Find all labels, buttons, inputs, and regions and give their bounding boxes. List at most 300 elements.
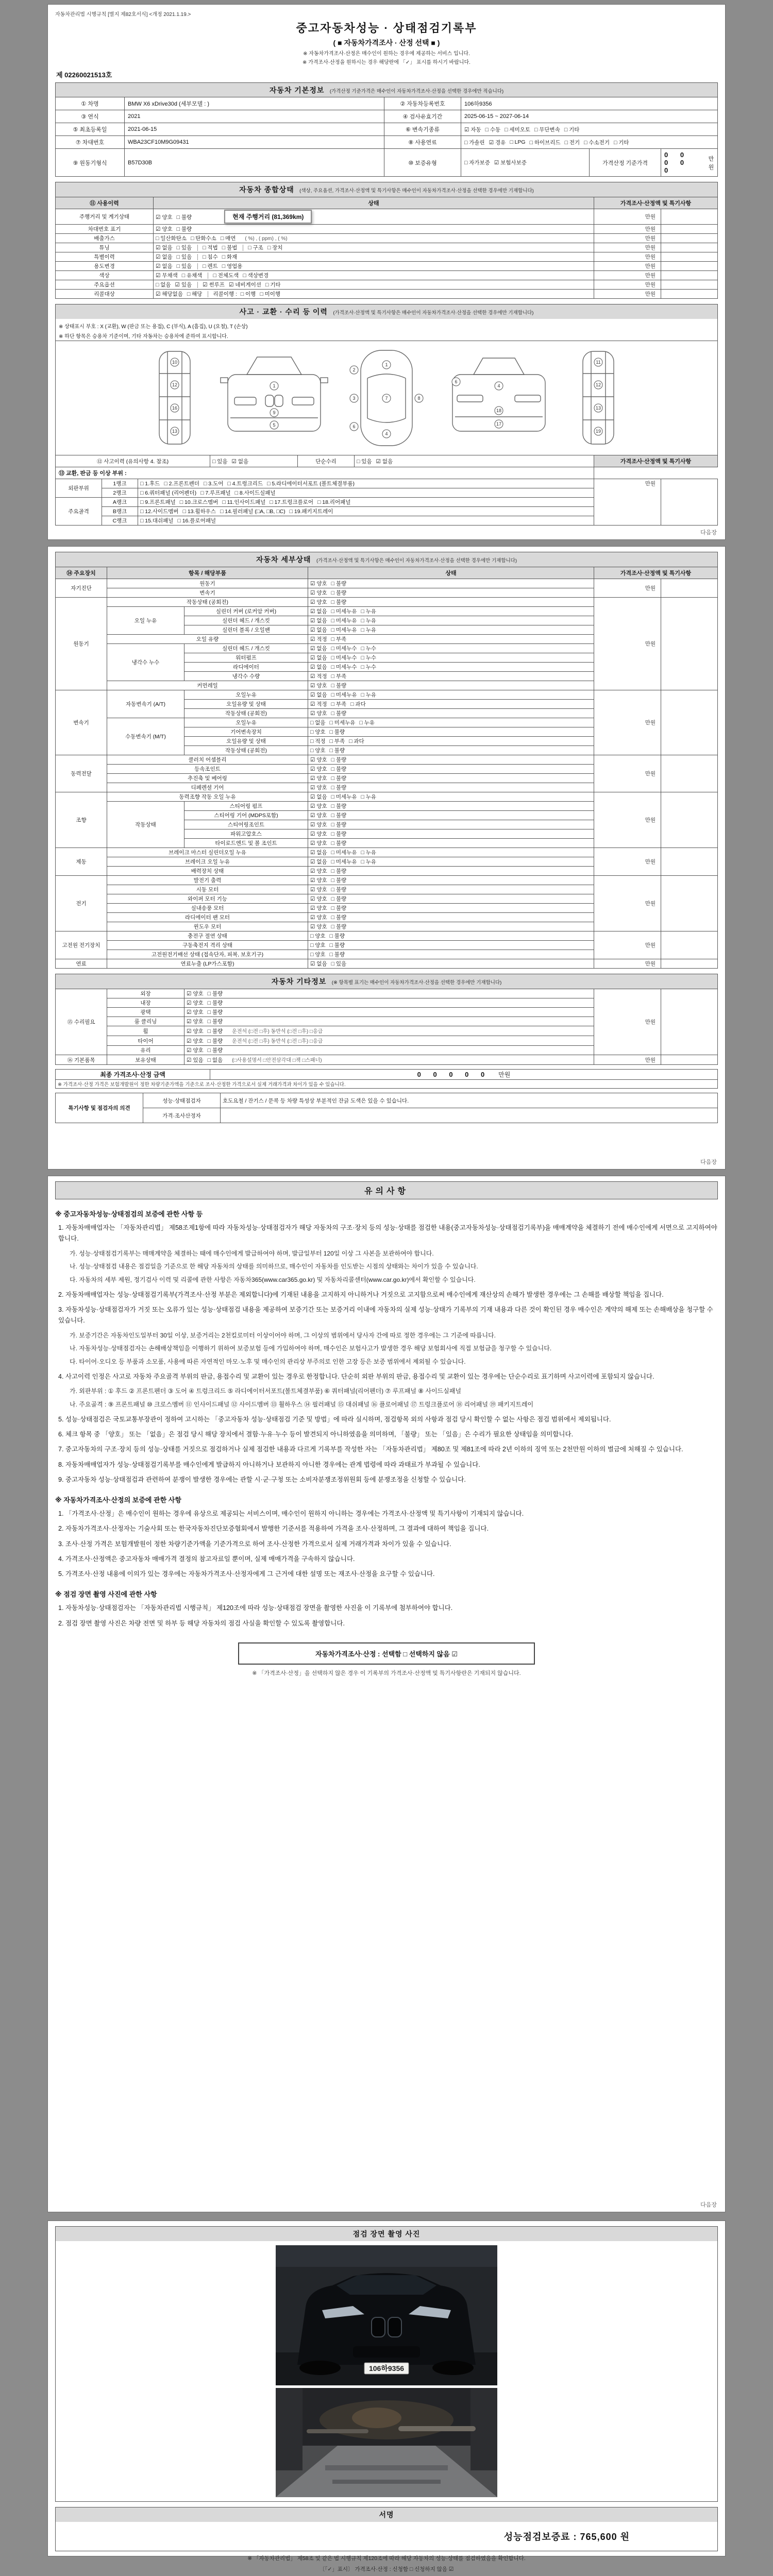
- checkbox-수동[interactable]: □ 수동: [485, 126, 501, 133]
- checkbox-없음[interactable]: ☑ 없음: [156, 263, 173, 269]
- checkbox-불량[interactable]: □ 불량: [207, 1009, 223, 1015]
- checkbox-불량[interactable]: □ 불량: [329, 729, 345, 735]
- checkbox-양호[interactable]: ☑ 양호: [156, 226, 173, 232]
- state-cell: [184, 998, 594, 1008]
- notice-item: 3. 자동차성능·상태점검자가 거짓 또는 오류가 있는 성능·상태점검 내용을 제공하여 보증기간 또는 보증거리 이내에 자동차의 실제 성능·상태가 기록부의 기재 내용과 다른 것이 확인된 경우 매수인은 계약의 해제 또는 손해배상을 청구할 수 있습니다.: [58, 1306, 713, 1325]
- first-registration-value: 2021-06-15: [124, 123, 384, 136]
- final-price-unit: 만원: [498, 1071, 511, 1078]
- checkbox-미세누수[interactable]: □ 미세누수: [331, 646, 357, 652]
- checkbox-양호[interactable]: ☑ 양호: [187, 1028, 204, 1035]
- state-cell: [308, 727, 594, 737]
- price-cell: 만원: [594, 579, 661, 598]
- item-cell: 외장: [107, 989, 184, 998]
- state-cell: [184, 1036, 594, 1046]
- base-price-value: [661, 148, 718, 177]
- checkbox-보험사보증[interactable]: ☑ 보험사보증: [494, 160, 527, 166]
- checkbox-렌트[interactable]: □ 렌트: [203, 263, 218, 269]
- checkbox-15.대쉬패널[interactable]: □ 15.대쉬패널: [140, 518, 174, 524]
- checkbox-일산화탄소[interactable]: □ 일산화탄소: [156, 235, 187, 242]
- checkbox-누수[interactable]: □ 누수: [361, 655, 377, 661]
- checkbox-없음[interactable]: ☑ 없음: [310, 646, 327, 652]
- part-cell: 라디에이터: [184, 663, 308, 672]
- checkbox-누유[interactable]: □ 누유: [361, 627, 377, 633]
- parts-rank-label: A랭크: [102, 498, 138, 507]
- checkbox-영업용[interactable]: □ 영업용: [222, 263, 243, 269]
- column-header-price: 가격조사·산정액 및 특기사항: [594, 567, 717, 579]
- checkbox-14.필러패널 (□A, □B, □C)[interactable]: □ 14.필러패널 (□A, □B, □C): [220, 509, 285, 515]
- checkbox-1.후드[interactable]: □ 1.후드: [140, 481, 160, 487]
- checkbox-무단변속[interactable]: □ 무단변속: [534, 126, 560, 133]
- checkbox-불량[interactable]: □ 불량: [207, 1028, 223, 1035]
- checkbox-없음[interactable]: ☑ 없음: [156, 245, 173, 251]
- checkbox-8.사이드실패널[interactable]: □ 8.사이드실패널: [234, 490, 276, 496]
- checkbox-불량[interactable]: □ 불량: [331, 840, 347, 846]
- checkbox-불량[interactable]: □ 불량: [331, 590, 347, 596]
- section-note: (※ 항목별 표기는 매수인이 자동차가격조사·산정을 선택한 경우에만 기재합니다): [331, 980, 502, 986]
- checkbox-화재[interactable]: □ 화재: [222, 254, 238, 260]
- price-cell: 만원: [594, 959, 661, 969]
- checkbox-불량[interactable]: □ 불량: [331, 766, 347, 772]
- option-group: [208, 273, 273, 279]
- checkbox-없음[interactable]: ☑ 없음: [231, 458, 249, 465]
- checkbox-양호[interactable]: ☑ 양호: [187, 991, 204, 997]
- checkbox-불량[interactable]: □ 불량: [331, 868, 347, 874]
- checkbox-양호[interactable]: ☑ 양호: [310, 581, 327, 587]
- checkbox-매연[interactable]: □ 매연: [220, 235, 236, 242]
- checkbox-6.쿼터패널 (리어펜더)[interactable]: □ 6.쿼터패널 (리어펜더): [140, 490, 197, 496]
- item-cell: 유리: [107, 1046, 184, 1055]
- checkbox-LPG[interactable]: □ LPG: [510, 139, 526, 145]
- state-cell: [308, 792, 594, 802]
- item-cell: 원동기: [107, 579, 308, 588]
- checkbox-양호[interactable]: □ 양호: [310, 729, 326, 735]
- part-cell: 오일유량 및 상태: [184, 700, 308, 709]
- remark-cell: [661, 271, 717, 280]
- state-cell: [308, 663, 594, 672]
- checkbox-양호[interactable]: ☑ 양호: [187, 1000, 204, 1006]
- checkbox-미세누유[interactable]: □ 미세누유: [331, 859, 357, 865]
- row-label: 차대번호 표기: [56, 225, 154, 234]
- checkbox-있음[interactable]: □ 있음: [212, 458, 228, 465]
- item-group-cell: 작동상태: [107, 802, 184, 848]
- checkbox-있음[interactable]: ☑ 있음: [187, 1057, 204, 1063]
- checkbox-13.휠하우스[interactable]: □ 13.휠하우스: [182, 509, 216, 515]
- checkbox-11.인사이드패널[interactable]: □ 11.인사이드패널: [222, 499, 266, 505]
- item-cell: 와이퍼 모터 기능: [107, 894, 308, 904]
- checkbox-미세누수[interactable]: □ 미세누수: [331, 655, 357, 661]
- checkbox-불량[interactable]: □ 불량: [331, 812, 347, 819]
- checkbox-불량[interactable]: □ 불량: [331, 822, 347, 828]
- state-cell: [308, 802, 594, 811]
- state-cell: [308, 737, 594, 746]
- option-group: [156, 273, 206, 279]
- part-cell: 실린더 커버 (로커암 커버): [184, 607, 308, 616]
- item-cell: 배력장치 상태: [107, 867, 308, 876]
- checkbox-미세누수[interactable]: □ 미세누수: [331, 664, 357, 670]
- state-cell: [154, 225, 594, 234]
- checkbox-17.트렁크플로어[interactable]: □ 17.트렁크플로어: [270, 499, 313, 505]
- device-cell: 변속기: [56, 690, 107, 755]
- checkbox-경유[interactable]: ☑ 경유: [489, 139, 506, 146]
- row-label: 튜닝: [56, 243, 154, 252]
- registration-number-value: 106하9356: [461, 97, 718, 110]
- checkbox-양호[interactable]: ☑ 양호: [310, 599, 327, 605]
- parts-group-label: 외판부위: [56, 479, 102, 498]
- checkbox-미세누유[interactable]: □ 미세누유: [331, 850, 357, 856]
- svg-text:13: 13: [172, 429, 178, 434]
- status-code-legend: ※ 상태표시 부호 : X (교환), W (판금 또는 용접), C (부식), A (흠집), U (요철), T (손상): [59, 324, 248, 330]
- option-group: [156, 263, 196, 269]
- price-option-select-box: 자동차가격조사·산정 : 선택함 □ 선택하지 않음 ☑: [238, 1642, 535, 1665]
- checkbox-탄화수소[interactable]: □ 탄화수소: [190, 235, 216, 242]
- notice-item: 1. 자동차성능·상태점검자는 「자동차관리법 시행규칙」 제120조에 따라 성능·상태점검 장면을 촬영한 사진을 이 기록부에 첨부하여야 합니다.: [58, 1604, 453, 1612]
- checkbox-부족[interactable]: □ 부족: [331, 701, 347, 707]
- checkbox-이행[interactable]: □ 이행: [240, 291, 256, 297]
- column-header-device: ⑭ 주요장치: [56, 567, 107, 579]
- checkbox-전체도색[interactable]: □ 전체도색: [213, 273, 239, 279]
- checkbox-양호[interactable]: ☑ 양호: [187, 1009, 204, 1015]
- checkbox-불량[interactable]: □ 불량: [331, 785, 347, 791]
- notice-subitem: 가. 성능·상태점검기록부는 매매계약을 체결하는 때에 매수인에게 발급하여야 하며, 발급일부터 120일 이상 그 사본을 보관하여야 합니다.: [70, 1249, 434, 1257]
- checkbox-없음[interactable]: □ 없음: [310, 720, 326, 726]
- checkbox-양호[interactable]: ☑ 양호: [310, 822, 327, 828]
- checkbox-양호[interactable]: □ 양호: [310, 748, 326, 754]
- checkbox-2.프론트펜더[interactable]: □ 2.프론트펜더: [164, 481, 200, 487]
- checkbox-양호[interactable]: □ 양호: [310, 952, 326, 958]
- state-cell: [308, 588, 594, 598]
- checkbox-과다[interactable]: □ 과다: [350, 701, 366, 707]
- checkbox-16.플로어패널[interactable]: □ 16.플로어패널: [177, 518, 216, 524]
- checkbox-양호[interactable]: ☑ 양호: [310, 831, 327, 837]
- checkbox-없음[interactable]: ☑ 없음: [310, 692, 327, 698]
- checkbox-누유[interactable]: □ 누유: [361, 794, 377, 800]
- checkbox-불량[interactable]: □ 불량: [331, 924, 347, 930]
- state-cell: [308, 700, 594, 709]
- section-title: 자동차 기본정보: [269, 86, 325, 94]
- inspection-valid-period-value: 2025-06-15 ~ 2027-06-14: [461, 110, 718, 123]
- checkbox-불량[interactable]: □ 불량: [331, 896, 347, 902]
- device-cell: 고전원 전기장치: [56, 931, 107, 959]
- checkbox-가솔린[interactable]: □ 가솔린: [464, 139, 485, 146]
- checkbox-해당[interactable]: □ 해당: [187, 291, 203, 297]
- state-cell: [308, 885, 594, 894]
- checkbox-불량[interactable]: □ 불량: [207, 1038, 223, 1044]
- notice-body: [55, 1209, 718, 1677]
- checkbox-불량[interactable]: □ 불량: [207, 1000, 223, 1006]
- notice-subitem: 가. 보증기간은 자동차인도일부터 30일 이상, 보증거리는 2천킬로미터 이상이어야 하며, 그 이상의 범위에서 당사자 간에 따로 정한 경우에는 그 기준에 따릅니다.: [70, 1331, 496, 1339]
- price-cell: 만원: [594, 989, 661, 1055]
- detail-condition-header: [55, 552, 718, 567]
- checkbox-미세누유[interactable]: □ 미세누유: [331, 794, 357, 800]
- checkbox-기타[interactable]: □ 기타: [265, 282, 281, 288]
- next-page-link[interactable]: 다음장: [700, 1159, 717, 1165]
- checkbox-무채색[interactable]: ☑ 무채색: [156, 273, 178, 279]
- checkbox-없음[interactable]: ☑ 없음: [310, 961, 327, 967]
- checkbox-양호[interactable]: ☑ 양호: [310, 887, 327, 893]
- checkbox-불량[interactable]: □ 불량: [329, 748, 345, 754]
- checkbox-기타[interactable]: □ 기타: [613, 139, 629, 146]
- basic-items-options: [184, 1055, 594, 1065]
- checkbox-불량[interactable]: □ 불량: [331, 599, 347, 605]
- checkbox-적정[interactable]: ☑ 적정: [310, 701, 327, 707]
- item-cell: 커먼레일: [107, 681, 308, 690]
- svg-text:12: 12: [172, 382, 178, 387]
- checkbox-불량[interactable]: □ 불량: [329, 952, 345, 958]
- checkbox-적법[interactable]: □ 적법: [203, 245, 218, 251]
- field-label-year: ③ 연식: [55, 110, 125, 123]
- checkbox-있음[interactable]: □ 있음: [176, 254, 192, 260]
- checkbox-누수[interactable]: □ 누수: [361, 664, 377, 670]
- checkbox-불량[interactable]: □ 불량: [176, 226, 192, 232]
- detail-condition-table: [55, 567, 718, 969]
- accident-history-label: ⑫ 사고이력 (유의사항 4. 참조): [56, 455, 210, 467]
- item-cell: 룸 클리닝: [107, 1017, 184, 1026]
- parts-rank-label: 1랭크: [102, 479, 138, 488]
- checkbox-양호[interactable]: ☑ 양호: [310, 757, 327, 763]
- checkbox-양호[interactable]: ☑ 양호: [310, 775, 327, 782]
- checkbox-없음[interactable]: ☑ 없음: [156, 254, 173, 260]
- checkbox-있음[interactable]: □ 있음: [176, 245, 192, 251]
- checkbox-양호[interactable]: ☑ 양호: [310, 840, 327, 846]
- checkbox-불량[interactable]: □ 불량: [331, 905, 347, 911]
- checkbox-썬루프[interactable]: ☑ 썬루프: [203, 282, 225, 288]
- state-cell: [308, 959, 594, 969]
- checkbox-불량[interactable]: □ 불량: [331, 581, 347, 587]
- checkbox-누유[interactable]: □ 누유: [361, 618, 377, 624]
- checkbox-기타[interactable]: □ 기타: [564, 126, 580, 133]
- state-cell: [308, 579, 594, 588]
- checkbox-없음[interactable]: ☑ 없음: [310, 859, 327, 865]
- checkbox-불량[interactable]: □ 불량: [331, 775, 347, 782]
- checkbox-누유[interactable]: □ 누유: [361, 850, 377, 856]
- checkbox-양호[interactable]: ☑ 양호: [310, 812, 327, 819]
- checkbox-양호[interactable]: ☑ 양호: [310, 683, 327, 689]
- state-cell: [308, 931, 594, 941]
- opinion-text: 호도요철 / 잔기스 / 문콕 등 차량 특성상 부분적인 잔긁 도색은 있을 수 있습니다.: [221, 1093, 718, 1108]
- notice-subitem: 다. 타이어·오디오 등 부품과 소모품, 사용에 따른 자연적인 마모·노후 및 매수인의 관리상 부주의로 인한 고장 등은 보증 범위에서 제외될 수 있습니다.: [70, 1358, 466, 1366]
- next-page-link[interactable]: 다음장: [700, 530, 717, 536]
- checkbox-양호[interactable]: ☑ 양호: [187, 1038, 204, 1044]
- checkbox-없음[interactable]: ☑ 없음: [310, 655, 327, 661]
- checkbox-해당없음[interactable]: ☑ 해당없음: [156, 291, 183, 297]
- checkbox-수소전기[interactable]: □ 수소전기: [584, 139, 610, 146]
- svg-text:6: 6: [455, 379, 458, 384]
- checkbox-불량[interactable]: □ 불량: [331, 757, 347, 763]
- checkbox-부족[interactable]: □ 부족: [331, 673, 347, 680]
- checkbox-누수[interactable]: □ 누수: [361, 646, 377, 652]
- option-group: [156, 282, 196, 288]
- svg-text:4: 4: [385, 431, 388, 436]
- checkbox-12.사이드멤버[interactable]: □ 12.사이드멤버: [140, 509, 179, 515]
- checkbox-불량[interactable]: □ 불량: [331, 887, 347, 893]
- checkbox-누유[interactable]: □ 누유: [361, 859, 377, 865]
- checkbox-없음[interactable]: ☑ 없음: [310, 627, 327, 633]
- final-price-label: 최종 가격조사·산정 금액: [56, 1070, 210, 1080]
- item-group-cell: 냉각수 누수: [107, 644, 184, 681]
- checkbox-3.도어[interactable]: □ 3.도어: [204, 481, 224, 487]
- extra-text: 운전석 (□전 □후) 동반석 (□전 □후) □응급: [232, 1039, 323, 1044]
- notice-footnote: ※ 「가격조사·산정」을 선택하지 않은 경우 이 기록부의 가격조사·산정액 및 특기사항란은 기재되지 않습니다.: [252, 1670, 521, 1676]
- checkbox-있음[interactable]: □ 있음: [331, 961, 347, 967]
- checkbox-양호[interactable]: ☑ 양호: [310, 914, 327, 921]
- checkbox-구조[interactable]: □ 구조: [248, 245, 263, 251]
- checkbox-없음[interactable]: □ 없음: [156, 282, 171, 288]
- checkbox-불량[interactable]: □ 불량: [329, 933, 345, 939]
- svg-text:18: 18: [496, 408, 502, 413]
- column-header-state: 상태: [154, 197, 594, 209]
- checkbox-불량[interactable]: □ 불량: [331, 914, 347, 921]
- overall-row: [56, 280, 718, 290]
- remark-cell: [661, 690, 717, 755]
- checkbox-양호[interactable]: ☑ 양호: [187, 1019, 204, 1025]
- checkbox-불량[interactable]: □ 불량: [331, 710, 347, 717]
- checkbox-양호[interactable]: ☑ 양호: [310, 924, 327, 930]
- checkbox-없음[interactable]: ☑ 없음: [310, 664, 327, 670]
- checkbox-양호[interactable]: □ 양호: [310, 933, 326, 939]
- checkbox-적정[interactable]: ☑ 적정: [310, 636, 327, 642]
- checkbox-하이브리드[interactable]: □ 하이브리드: [529, 139, 561, 146]
- checkbox-있음[interactable]: □ 있음: [357, 458, 372, 465]
- state-cell: [308, 607, 594, 616]
- checkbox-불량[interactable]: □ 불량: [176, 214, 192, 221]
- checkbox-불법[interactable]: □ 불법: [222, 245, 238, 251]
- checkbox-장치[interactable]: □ 장치: [267, 245, 283, 251]
- checkbox-9.프론트패널[interactable]: □ 9.프론트패널: [140, 499, 176, 505]
- checkbox-19.패키지트레이[interactable]: □ 19.패키지트레이: [289, 509, 333, 515]
- row-label: 색상: [56, 271, 154, 280]
- checkbox-양호[interactable]: ☑ 양호: [310, 905, 327, 911]
- checkbox-양호[interactable]: ☑ 양호: [310, 710, 327, 717]
- checkbox-과다[interactable]: □ 과다: [349, 738, 364, 744]
- checkbox-없음[interactable]: ☑ 없음: [376, 458, 393, 465]
- notice-item: 2. 자동차매매업자는 성능·상태점검기록부(가격조사·산정 부분은 제외합니다)에 기재된 내용을 고지하지 아니하거나 거짓으로 고지함으로써 매수인에게 재산상의 손해가 발생한 경우에는 그 손해를 배상할 책임을 집니다.: [58, 1291, 664, 1298]
- checkbox-양호[interactable]: ☑ 양호: [310, 868, 327, 874]
- checkbox-양호[interactable]: ☑ 양호: [310, 590, 327, 596]
- checkbox-미세누유[interactable]: □ 미세누유: [331, 692, 357, 698]
- parts-items-cell: [138, 507, 594, 516]
- checkbox-세미오토[interactable]: □ 세미오토: [505, 126, 531, 133]
- detail-row: [56, 876, 718, 885]
- etc-row: [56, 989, 718, 998]
- checkbox-10.크로스멤버[interactable]: □ 10.크로스멤버: [179, 499, 219, 505]
- checkbox-누유[interactable]: □ 누유: [361, 692, 377, 698]
- checkbox-양호[interactable]: ☑ 양호: [310, 896, 327, 902]
- checkbox-불량[interactable]: □ 불량: [331, 877, 347, 884]
- page-2: [47, 546, 726, 1170]
- item-cell: 고전원전기배선 상태 (접속단자, 피복, 보호기구): [107, 950, 308, 959]
- car-underbody-front-diagram: [144, 345, 206, 451]
- checkbox-전기[interactable]: □ 전기: [564, 139, 580, 146]
- checkbox-18.리어패널[interactable]: □ 18.리어패널: [317, 499, 351, 505]
- checkbox-양호[interactable]: ☑ 양호: [310, 803, 327, 809]
- checkbox-적정[interactable]: ☑ 적정: [310, 673, 327, 680]
- checkbox-미세누유[interactable]: □ 미세누유: [331, 608, 357, 615]
- checkbox-4.트렁크리드[interactable]: □ 4.트렁크리드: [227, 481, 263, 487]
- accident-parts-table: [55, 467, 718, 526]
- checkbox-양호[interactable]: ☑ 양호: [310, 877, 327, 884]
- checkbox-불량[interactable]: □ 불량: [207, 991, 223, 997]
- price-cell: 만원: [594, 290, 661, 299]
- checkbox-미세누유[interactable]: □ 미세누유: [329, 720, 356, 726]
- checkbox-자가보증[interactable]: □ 자가보증: [464, 160, 490, 166]
- checkbox-5.라디에이터서포트 (볼트체결부품)[interactable]: □ 5.라디에이터서포트 (볼트체결부품): [267, 481, 355, 487]
- opinion-text: [221, 1108, 718, 1123]
- checkbox-미이행[interactable]: □ 미이행: [260, 291, 281, 297]
- option-group: [197, 263, 246, 269]
- checkbox-불량[interactable]: □ 불량: [329, 942, 345, 948]
- opinion-who: 성능·상태점검자: [143, 1093, 221, 1108]
- part-cell: 워터펌프: [184, 653, 308, 663]
- checkbox-양호[interactable]: ☑ 양호: [156, 214, 173, 221]
- checkbox-불량[interactable]: □ 불량: [207, 1047, 223, 1054]
- checkbox-있음[interactable]: □ 있음: [176, 263, 192, 269]
- car-damage-diagrams: [55, 341, 718, 455]
- price-cell: 만원: [594, 243, 661, 252]
- checkbox-누유[interactable]: □ 누유: [361, 608, 377, 615]
- accident-history-options: [210, 455, 298, 467]
- state-cell: [154, 262, 594, 271]
- checkbox-없음[interactable]: ☑ 없음: [310, 618, 327, 624]
- checkbox-없음[interactable]: ☑ 없음: [310, 608, 327, 615]
- device-cell: 원동기: [56, 598, 107, 690]
- checkbox-미세누유[interactable]: □ 미세누유: [331, 627, 357, 633]
- checkbox-유채색[interactable]: □ 유채색: [181, 273, 203, 279]
- vehicle-type-legend: ※ 하단 항목은 승용차 기준이며, 기타 자동차는 승용차에 준하여 표시합니다.: [59, 334, 228, 340]
- notice-item: 6. 체크 항목 중 「양호」 또는 「없음」은 점검 당시 해당 장치에서 결함·누유·누수 등이 발견되지 아니하였음을 의미하며, 「불량」 또는 「있음」은 수리가 필요한 상태임을 의미합니다.: [58, 1431, 574, 1438]
- checkbox-양호[interactable]: □ 양호: [310, 942, 326, 948]
- item-cell: 브레이크 마스터 실린더오일 누유: [107, 848, 308, 857]
- checkbox-7.루프패널[interactable]: □ 7.루프패널: [200, 490, 231, 496]
- checkbox-없음[interactable]: ☑ 없음: [310, 850, 327, 856]
- part-cell: 냉각수 수량: [184, 672, 308, 681]
- checkbox-부족[interactable]: □ 부족: [331, 636, 347, 642]
- state-cell: [308, 653, 594, 663]
- checkbox-불량[interactable]: □ 불량: [207, 1019, 223, 1025]
- checkbox-미세누유[interactable]: □ 미세누유: [331, 618, 357, 624]
- checkbox-양호[interactable]: ☑ 양호: [310, 785, 327, 791]
- checkbox-적정[interactable]: □ 적정: [310, 738, 326, 744]
- checkbox-양호[interactable]: ☑ 양호: [310, 766, 327, 772]
- checkbox-부족[interactable]: □ 부족: [329, 738, 345, 744]
- remark-cell: [661, 252, 717, 262]
- device-cell: 자기진단: [56, 579, 107, 598]
- checkbox-불량[interactable]: □ 불량: [331, 831, 347, 837]
- opinion-row: [56, 1108, 718, 1123]
- checkbox-침수[interactable]: □ 침수: [203, 254, 218, 260]
- state-cell: [184, 1008, 594, 1017]
- state-cell: [308, 598, 594, 607]
- checkbox-색상변경[interactable]: □ 색상변경: [243, 273, 269, 279]
- checkbox-자동[interactable]: ☑ 자동: [464, 126, 481, 133]
- notice-subitem: 가. 외판부위 : ① 후드 ② 프론트펜더 ③ 도어 ④ 트렁크리드 ⑤ 라디에이터서포트(볼트체결부품) ⑥ 쿼터패널(리어펜더) ⑦ 루프패널 ⑧ 사이드실패널: [70, 1387, 461, 1395]
- part-cell: 파워고압호스: [184, 829, 308, 839]
- overall-row: [56, 243, 718, 252]
- checkbox-불량[interactable]: □ 불량: [331, 803, 347, 809]
- opinion-who: 가격·조사산정자: [143, 1108, 221, 1123]
- next-page-link[interactable]: 다음장: [700, 2202, 717, 2208]
- checkbox-없음[interactable]: ☑ 없음: [310, 794, 327, 800]
- checkbox-누유[interactable]: □ 누유: [359, 720, 375, 726]
- checkbox-없음[interactable]: □ 없음: [207, 1057, 223, 1063]
- price-cell: 만원: [594, 262, 661, 271]
- checkbox-양호[interactable]: ☑ 양호: [187, 1047, 204, 1054]
- state-cell: [308, 625, 594, 635]
- checkbox-있음[interactable]: ☑ 있음: [175, 282, 192, 288]
- checkbox-네비게이션[interactable]: ☑ 네비게이션: [228, 282, 261, 288]
- notice-item: 1. 자동차매매업자는 「자동차관리법」 제58조제1항에 따라 자동차성능·상태점검자가 해당 자동차의 구조·장치 등의 성능·상태를 점검한 내용(중고자동차성능·상태점검기록부)을 매매계약을 체결하기 전에 매수인에게 서면으로 고지하여야 합니다.: [58, 1224, 717, 1243]
- vehicle-front-photo: [276, 2245, 497, 2385]
- checkbox-불량[interactable]: □ 불량: [331, 683, 347, 689]
